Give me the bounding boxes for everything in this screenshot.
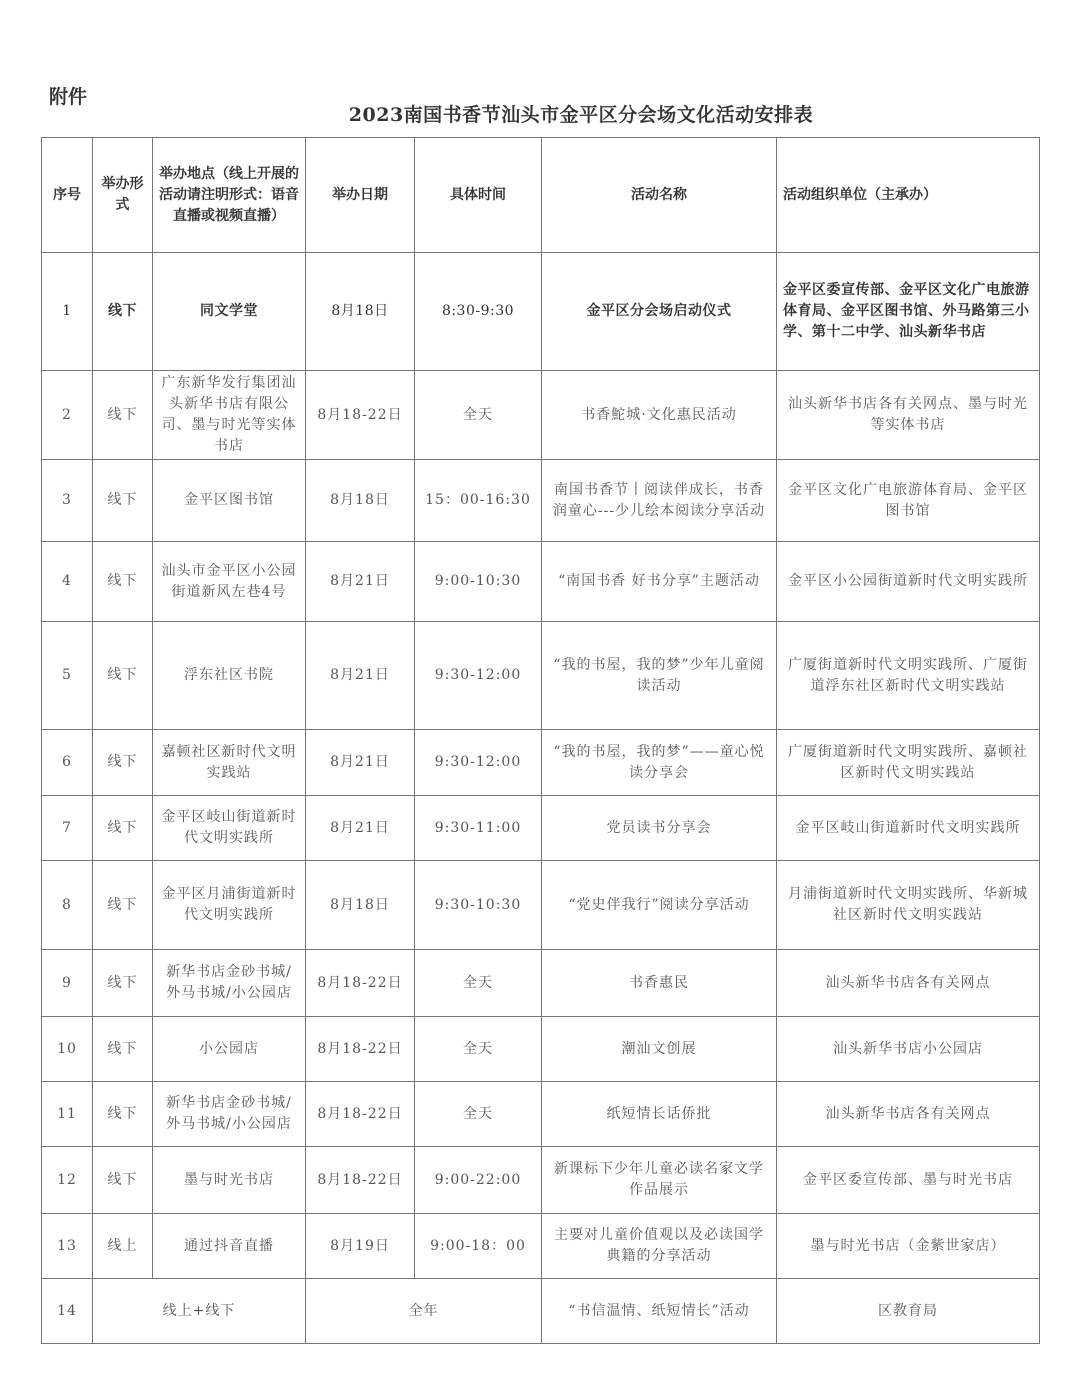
table-row xyxy=(42,253,1040,371)
table-row xyxy=(42,1017,1040,1082)
cell-date: 8月18-22日 xyxy=(306,371,415,460)
cell-location: 小公园店 xyxy=(153,1017,306,1082)
table-row xyxy=(42,371,1040,460)
cell-location: 墨与时光书店 xyxy=(153,1147,306,1214)
cell-location: 嘉顿社区新时代文明实践站 xyxy=(153,730,306,796)
table-row xyxy=(42,1279,1040,1344)
cell-activity: 主要对儿童价值观以及必读国学典籍的分享活动 xyxy=(542,1214,777,1279)
cell-time: 9:00-18：00 xyxy=(415,1214,542,1279)
cell-organizer: 汕头新华书店小公园店 xyxy=(777,1017,1040,1082)
table-row xyxy=(42,1214,1040,1279)
cell-date: 8月18日 xyxy=(306,861,415,950)
cell-format: 线下 xyxy=(93,253,153,371)
cell-time: 9:30-12:00 xyxy=(415,622,542,730)
cell-index: 9 xyxy=(42,950,93,1017)
cell-date: 8月18-22日 xyxy=(306,1147,415,1214)
cell-format-location: 线上+线下 xyxy=(93,1279,306,1344)
table-row xyxy=(42,622,1040,730)
cell-date: 8月18-22日 xyxy=(306,950,415,1017)
cell-activity: “南国书香 好书分享”主题活动 xyxy=(542,542,777,622)
cell-date: 8月18-22日 xyxy=(306,1082,415,1147)
cell-format: 线下 xyxy=(93,460,153,542)
cell-format: 线下 xyxy=(93,1082,153,1147)
cell-format: 线下 xyxy=(93,796,153,861)
cell-organizer: 汕头新华书店各有关网点 xyxy=(777,1082,1040,1147)
cell-time: 全天 xyxy=(415,950,542,1017)
cell-date: 8月21日 xyxy=(306,542,415,622)
cell-organizer: 墨与时光书店（金紫世家店） xyxy=(777,1214,1040,1279)
cell-activity: 潮汕文创展 xyxy=(542,1017,777,1082)
table-row xyxy=(42,950,1040,1017)
cell-location: 金平区岐山街道新时代文明实践所 xyxy=(153,796,306,861)
cell-date: 8月18日 xyxy=(306,460,415,542)
table-row xyxy=(42,1082,1040,1147)
cell-format: 线下 xyxy=(93,1017,153,1082)
cell-activity: “党史伴我行”阅读分享活动 xyxy=(542,861,777,950)
header-time: 具体时间 xyxy=(415,138,542,253)
cell-date: 8月21日 xyxy=(306,622,415,730)
cell-organizer: 汕头新华书店各有关网点、墨与时光等实体书店 xyxy=(777,371,1040,460)
table-row xyxy=(42,542,1040,622)
cell-format: 线下 xyxy=(93,861,153,950)
cell-index: 3 xyxy=(42,460,93,542)
cell-location: 金平区月浦街道新时代文明实践所 xyxy=(153,861,306,950)
header-date: 举办日期 xyxy=(306,138,415,253)
cell-date-time: 全年 xyxy=(306,1279,542,1344)
cell-organizer: 区教育局 xyxy=(777,1279,1040,1344)
cell-index: 1 xyxy=(42,253,93,371)
cell-time: 8:30-9:30 xyxy=(415,253,542,371)
cell-organizer: 金平区文化广电旅游体育局、金平区图书馆 xyxy=(777,460,1040,542)
cell-format: 线下 xyxy=(93,542,153,622)
cell-organizer: 金平区小公园街道新时代文明实践所 xyxy=(777,542,1040,622)
document-title: 2023南国书香节汕头市金平区分会场文化活动安排表 xyxy=(348,104,814,126)
table-row xyxy=(42,796,1040,861)
cell-time: 全天 xyxy=(415,1017,542,1082)
cell-activity: “我的书屋，我的梦”少年儿童阅读活动 xyxy=(542,622,777,730)
cell-date: 8月18-22日 xyxy=(306,1017,415,1082)
cell-location: 新华书店金砂书城/外马书城/小公园店 xyxy=(153,1082,306,1147)
cell-organizer: 汕头新华书店各有关网点 xyxy=(777,950,1040,1017)
cell-time: 9:00-22:00 xyxy=(415,1147,542,1214)
cell-location: 汕头市金平区小公园街道新风左巷4号 xyxy=(153,542,306,622)
cell-activity: 书香鮀城·文化惠民活动 xyxy=(542,371,777,460)
cell-time: 全天 xyxy=(415,1082,542,1147)
header-index: 序号 xyxy=(42,138,93,253)
cell-index: 11 xyxy=(42,1082,93,1147)
header-location: 举办地点（线上开展的活动请注明形式：语音直播或视频直播） xyxy=(153,138,306,253)
cell-location: 新华书店金砂书城/外马书城/小公园店 xyxy=(153,950,306,1017)
cell-organizer: 广厦街道新时代文明实践所、嘉顿社区新时代文明实践站 xyxy=(777,730,1040,796)
attachment-label: 附件 xyxy=(49,86,88,108)
cell-activity: 纸短情长话侨批 xyxy=(542,1082,777,1147)
cell-format: 线下 xyxy=(93,622,153,730)
cell-location: 通过抖音直播 xyxy=(153,1214,306,1279)
header-format: 举办形式 xyxy=(93,138,153,253)
cell-date: 8月18日 xyxy=(306,253,415,371)
cell-activity: 党员读书分享会 xyxy=(542,796,777,861)
cell-activity: 新课标下少年儿童必读名家文学作品展示 xyxy=(542,1147,777,1214)
cell-index: 7 xyxy=(42,796,93,861)
cell-index: 13 xyxy=(42,1214,93,1279)
cell-date: 8月21日 xyxy=(306,796,415,861)
cell-time: 9:00-10:30 xyxy=(415,542,542,622)
table-row xyxy=(42,861,1040,950)
cell-activity: 南国书香节丨阅读伴成长，书香润童心---少儿绘本阅读分享活动 xyxy=(542,460,777,542)
cell-time: 9:30-11:00 xyxy=(415,796,542,861)
cell-format: 线下 xyxy=(93,950,153,1017)
cell-organizer: 金平区岐山街道新时代文明实践所 xyxy=(777,796,1040,861)
cell-index: 4 xyxy=(42,542,93,622)
cell-format: 线下 xyxy=(93,1147,153,1214)
cell-activity: “书信温情、纸短情长”活动 xyxy=(542,1279,777,1344)
cell-date: 8月21日 xyxy=(306,730,415,796)
cell-index: 10 xyxy=(42,1017,93,1082)
cell-index: 2 xyxy=(42,371,93,460)
cell-time: 全天 xyxy=(415,371,542,460)
cell-location: 金平区图书馆 xyxy=(153,460,306,542)
cell-location: 同文学堂 xyxy=(153,253,306,371)
cell-organizer: 金平区委宣传部、金平区文化广电旅游体育局、金平区图书馆、外马路第三小学、第十二中学、汕头新华书店 xyxy=(777,253,1040,371)
cell-time: 9:30-10:30 xyxy=(415,861,542,950)
cell-activity: 金平区分会场启动仪式 xyxy=(542,253,777,371)
cell-organizer: 广厦街道新时代文明实践所、广厦街道浮东社区新时代文明实践站 xyxy=(777,622,1040,730)
table-row xyxy=(42,730,1040,796)
cell-location: 浮东社区书院 xyxy=(153,622,306,730)
cell-index: 6 xyxy=(42,730,93,796)
cell-organizer: 金平区委宣传部、墨与时光书店 xyxy=(777,1147,1040,1214)
cell-time: 9:30-12:00 xyxy=(415,730,542,796)
table-row xyxy=(42,1147,1040,1214)
cell-index: 12 xyxy=(42,1147,93,1214)
header-row xyxy=(42,138,1040,253)
header-organizer: 活动组织单位（主承办） xyxy=(777,138,1040,253)
cell-organizer: 月浦街道新时代文明实践所、华新城社区新时代文明实践站 xyxy=(777,861,1040,950)
cell-format: 线下 xyxy=(93,730,153,796)
cell-format: 线下 xyxy=(93,371,153,460)
cell-index: 5 xyxy=(42,622,93,730)
table-row xyxy=(42,460,1040,542)
header-activity: 活动名称 xyxy=(542,138,777,253)
cell-location: 广东新华发行集团汕头新华书店有限公司、墨与时光等实体书店 xyxy=(153,371,306,460)
cell-activity: 书香惠民 xyxy=(542,950,777,1017)
cell-format: 线上 xyxy=(93,1214,153,1279)
activity-schedule-table xyxy=(41,137,1040,1344)
cell-index: 14 xyxy=(42,1279,93,1344)
cell-date: 8月19日 xyxy=(306,1214,415,1279)
cell-index: 8 xyxy=(42,861,93,950)
cell-time: 15：00-16:30 xyxy=(415,460,542,542)
cell-activity: “我的书屋，我的梦”——童心悦读分享会 xyxy=(542,730,777,796)
